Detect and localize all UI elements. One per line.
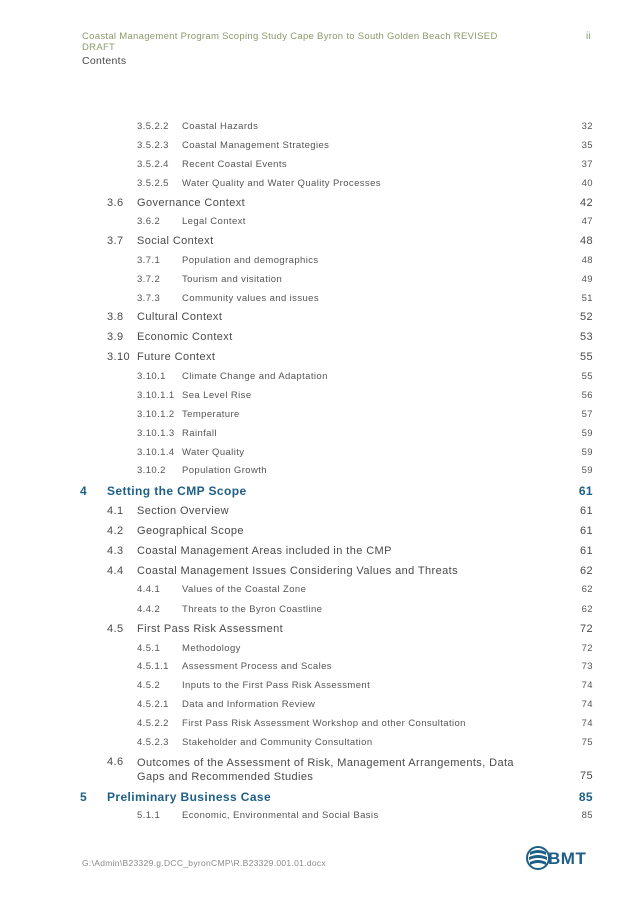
toc-entry[interactable] — [0, 121, 637, 137]
toc-entry-number: 4.5.2 — [137, 680, 161, 691]
toc-entry-number: 5 — [80, 790, 88, 804]
toc-entry-title: Threats to the Byron Coastline — [182, 604, 323, 615]
toc-entry-number: 4.5.2.1 — [137, 699, 169, 710]
toc-entry[interactable] — [0, 428, 637, 444]
toc-entry-number: 3.5.2.4 — [137, 159, 169, 170]
toc-entry-page: 59 — [581, 428, 593, 439]
toc-entry-number: 5.1.1 — [137, 810, 161, 821]
toc-entry-number: 4.6 — [107, 756, 124, 768]
toc-entry-page: 59 — [581, 465, 593, 476]
toc-entry-title: Climate Change and Adaptation — [182, 371, 328, 382]
toc-entry-number: 3.10 — [107, 351, 131, 363]
toc-entry-page: 48 — [579, 235, 593, 247]
toc-entry-title: Assessment Process and Scales — [182, 661, 332, 672]
toc-entry-title: Coastal Management Strategies — [182, 140, 330, 151]
toc-entry-number: 4.5.2.2 — [137, 718, 169, 729]
toc-entry-title: Social Context — [137, 235, 214, 247]
toc-entry[interactable] — [0, 484, 637, 500]
toc-entry-page: 47 — [581, 216, 593, 227]
toc-entry-number: 3.5.2.2 — [137, 121, 169, 132]
toc-entry[interactable] — [0, 390, 637, 406]
toc-entry-page: 85 — [578, 790, 593, 804]
toc-entry-title: Stakeholder and Community Consultation — [182, 737, 373, 748]
toc-entry[interactable] — [0, 525, 637, 541]
toc-entry-number: 3.9 — [107, 331, 124, 343]
toc-entry[interactable] — [0, 293, 637, 309]
toc-entry-page: 40 — [581, 178, 593, 189]
toc-entry-number: 3.8 — [107, 311, 124, 323]
toc-entry[interactable] — [0, 737, 637, 753]
toc-entry-title: Coastal Hazards — [182, 121, 259, 132]
toc-entry-number: 3.7.2 — [137, 274, 161, 285]
toc-entry-number: 3.7 — [107, 235, 124, 247]
toc-entry-page: 85 — [581, 810, 593, 821]
toc-entry-number: 4.1 — [107, 505, 124, 517]
toc-entry-number: 3.10.1.3 — [137, 428, 175, 439]
toc-entry-page: 35 — [581, 140, 593, 151]
toc-entry-page: 52 — [579, 311, 593, 323]
toc-entry-page: 62 — [581, 604, 593, 615]
running-header-title: Coastal Management Program Scoping Study Cape Byron to South Golden Beach REVISED DRAFT — [82, 31, 498, 53]
toc-entry[interactable] — [0, 756, 637, 783]
toc-entry[interactable] — [0, 197, 637, 213]
toc-entry-page: 51 — [581, 293, 593, 304]
toc-entry-title: Cultural Context — [137, 311, 223, 323]
toc-entry[interactable] — [0, 351, 637, 367]
toc-entry-page: 74 — [581, 699, 593, 710]
toc-entry-page: 56 — [581, 390, 593, 401]
toc-entry-number: 4.5.2.3 — [137, 737, 169, 748]
toc-entry-page: 61 — [579, 545, 593, 557]
toc-entry[interactable] — [0, 810, 637, 826]
toc-entry[interactable] — [0, 718, 637, 734]
toc-entry-title: Inputs to the First Pass Risk Assessment — [182, 680, 371, 691]
toc-entry-title: Water Quality and Water Quality Processes — [182, 178, 381, 189]
toc-entry[interactable] — [0, 140, 637, 156]
toc-entry-title: Community values and issues — [182, 293, 319, 304]
toc-entry-title: Outcomes of the Assessment of Risk, Management Arrangements, Data Gaps and Recommended Studies — [137, 757, 514, 783]
toc-entry-number: 3.5.2.5 — [137, 178, 169, 189]
toc-entry-title: Economic Context — [137, 331, 233, 343]
page-number: ii — [586, 31, 591, 42]
toc-entry-number: 3.6.2 — [137, 216, 161, 227]
toc-entry-page: 42 — [579, 197, 593, 209]
toc-entry[interactable] — [0, 604, 637, 620]
toc-entry-title: Governance Context — [137, 197, 246, 209]
toc-entry[interactable] — [0, 465, 637, 481]
toc-entry-title: Preliminary Business Case — [107, 790, 272, 804]
toc-entry[interactable] — [0, 505, 637, 521]
toc-entry-page: 61 — [579, 505, 593, 517]
toc-entry-page: 49 — [581, 274, 593, 285]
toc-entry-title: Sea Level Rise — [182, 390, 252, 401]
toc-entry-title: Values of the Coastal Zone — [182, 584, 307, 595]
toc-entry-number: 4.5 — [107, 623, 124, 635]
toc-entry[interactable] — [0, 790, 637, 806]
toc-entry-page: 55 — [581, 371, 593, 382]
footer-file-path: G:\Admin\B23329.g.DCC_byronCMP\R.B23329.001.01.docx — [82, 858, 326, 868]
toc-entry[interactable] — [0, 255, 637, 271]
toc-entry-number: 3.10.1.2 — [137, 409, 175, 420]
toc-entry[interactable] — [0, 680, 637, 696]
bmt-logo-text: BMT — [548, 849, 587, 868]
toc-entry-title: Temperature — [182, 409, 240, 420]
toc-entry-page: 74 — [581, 680, 593, 691]
toc-entry-page: 75 — [579, 770, 593, 782]
toc-entry-page: 61 — [578, 484, 593, 498]
toc-entry-number: 4.3 — [107, 545, 124, 557]
toc-entry-number: 3.7.3 — [137, 293, 161, 304]
toc-entry-number: 3.10.1.4 — [137, 447, 175, 458]
running-header-subtitle: Contents — [82, 55, 127, 67]
toc-entry-title: Recent Coastal Events — [182, 159, 288, 170]
toc-entry[interactable] — [0, 311, 637, 327]
toc-entry-number: 3.10.1.1 — [137, 390, 175, 401]
toc-entry-number: 4.5.1 — [137, 643, 161, 654]
toc-entry-title: Future Context — [137, 351, 216, 363]
toc-entry-page: 74 — [581, 718, 593, 729]
toc-entry-number: 4.4.1 — [137, 584, 161, 595]
toc-entry-title: Section Overview — [137, 505, 229, 517]
toc-entry-page: 73 — [581, 661, 593, 672]
toc-entry-page: 72 — [581, 643, 593, 654]
toc-entry-title: Setting the CMP Scope — [107, 484, 247, 498]
toc-entry-title: Data and Information Review — [182, 699, 316, 710]
toc-entry[interactable] — [0, 216, 637, 232]
toc-entry-page: 57 — [581, 409, 593, 420]
toc-entry[interactable] — [0, 565, 637, 581]
toc-entry-number: 4.2 — [107, 525, 124, 537]
toc-entry-page: 62 — [579, 565, 593, 577]
toc-entry[interactable] — [0, 178, 637, 194]
toc-entry-title: Coastal Management Issues Considering Values and Threats — [137, 565, 458, 577]
toc-entry-page: 37 — [581, 159, 593, 170]
toc-entry-number: 3.5.2.3 — [137, 140, 169, 151]
toc-entry[interactable] — [0, 409, 637, 425]
toc-entry-title: First Pass Risk Assessment Workshop and other Consultation — [182, 718, 466, 729]
toc-entry-title: Water Quality — [182, 447, 245, 458]
toc-entry-page: 72 — [579, 623, 593, 635]
toc-entry[interactable] — [0, 331, 637, 347]
toc-entry[interactable] — [0, 545, 637, 561]
toc-entry[interactable] — [0, 643, 637, 659]
toc-entry[interactable] — [0, 235, 637, 251]
toc-entry-number: 3.6 — [107, 197, 124, 209]
toc-entry-title: First Pass Risk Assessment — [137, 623, 284, 635]
toc-entry-title: Population and demographics — [182, 255, 319, 266]
toc-entry-page: 53 — [579, 331, 593, 343]
toc-entry-page: 59 — [581, 447, 593, 458]
toc-entry-page: 61 — [579, 525, 593, 537]
toc-entry-title: Tourism and visitation — [182, 274, 283, 285]
toc-entry-page: 32 — [581, 121, 593, 132]
toc-entry[interactable] — [0, 159, 637, 175]
toc-entry-page: 48 — [581, 255, 593, 266]
toc-entry[interactable] — [0, 584, 637, 600]
toc-entry-number: 3.10.1 — [137, 371, 166, 382]
toc-entry-number: 4 — [80, 484, 88, 498]
toc-entry-title: Economic, Environmental and Social Basis — [182, 810, 379, 821]
toc-entry-title: Rainfall — [182, 428, 217, 439]
toc-entry-number: 4.4 — [107, 565, 124, 577]
toc-entry[interactable] — [0, 699, 637, 715]
toc-entry[interactable] — [0, 371, 637, 387]
toc-entry[interactable] — [0, 623, 637, 639]
toc-entry[interactable] — [0, 661, 637, 677]
toc-entry-title: Legal Context — [182, 216, 246, 227]
toc-entry-page: 62 — [581, 584, 593, 595]
toc-entry-number: 3.7.1 — [137, 255, 161, 266]
toc-entry-number: 4.4.2 — [137, 604, 161, 615]
toc-entry-title: Coastal Management Areas included in the CMP — [137, 545, 392, 557]
toc-entry[interactable] — [0, 274, 637, 290]
toc-entry-page: 75 — [581, 737, 593, 748]
toc-entry-number: 4.5.1.1 — [137, 661, 169, 672]
toc-entry-number: 3.10.2 — [137, 465, 166, 476]
toc-entry-title: Population Growth — [182, 465, 267, 476]
toc-entry-title: Methodology — [182, 643, 241, 654]
toc-entry-page: 55 — [579, 351, 593, 363]
toc-entry[interactable] — [0, 447, 637, 463]
toc-entry-title: Geographical Scope — [137, 525, 244, 537]
